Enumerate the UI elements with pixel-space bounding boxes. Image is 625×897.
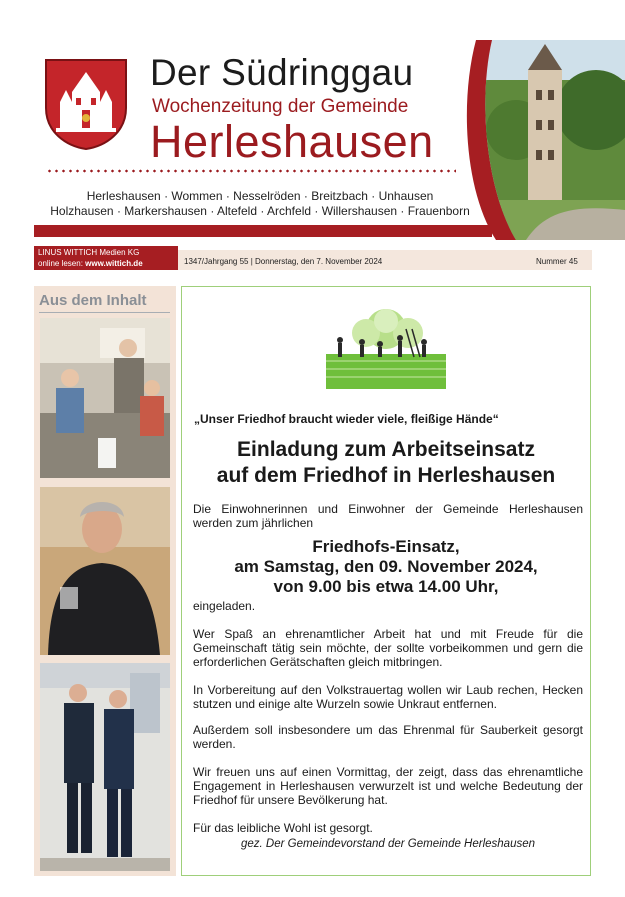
- article-quote: „Unser Friedhof braucht wieder viele, fleißige Hände“: [194, 412, 499, 426]
- contents-photo-kitchen[interactable]: [40, 318, 170, 478]
- online-url-link[interactable]: www.wittich.de: [85, 259, 143, 268]
- dotted-divider: [46, 169, 456, 173]
- event-details: Friedhofs-Einsatz, am Samstag, den 09. November 2024, von 9.00 bis etwa 14.00 Uhr,: [234, 537, 538, 596]
- article-headline: Einladung zum Arbeitseinsatz auf dem Friedhof in Herleshausen: [216, 438, 556, 487]
- header-red-bar: [34, 225, 492, 237]
- coat-of-arms-icon: [42, 58, 130, 150]
- article-paragraph-2: In Vorbereitung auf den Volkstrauertag wollen wir Laub rechen, Hecken stutzen und einige alte Wurzeln sowie Unkraut entfernen.: [193, 683, 583, 711]
- article-paragraph-3: Außerdem soll insbesondere um das Ehrenmal für Sauberkeit gesorgt werden.: [193, 723, 583, 751]
- publisher-box: [34, 246, 178, 270]
- article-paragraph-4: Wir freuen uns auf einen Vormittag, der zeigt, dass das ehrenamtliche Engagement in Herleshausen verwurzelt ist und welche Bedeutung der Friedhof für unsere Bevölkerung hat.: [193, 765, 583, 807]
- castle-photo: [456, 40, 625, 240]
- villages-line-2: Holzhausen · Markershausen · Altefeld · Archfeld · Willershausen · Frauenborn: [50, 204, 470, 218]
- municipality-name: Herleshausen: [150, 116, 434, 167]
- article-intro: Die Einwohnerinnen und Einwohner der Gemeinde Herleshausen werden zum jährlichen: [193, 502, 583, 530]
- villages-line-1: Herleshausen · Wommen · Nesselröden · Breitzbach · Unhausen: [86, 189, 434, 203]
- publisher-name: LINUS WITTICH Medien KG: [38, 248, 140, 257]
- contents-divider: [39, 312, 170, 313]
- newspaper-title: Der Südringgau: [150, 52, 414, 93]
- contents-heading: Aus dem Inhalt: [39, 292, 147, 309]
- issue-number: Nummer 45: [536, 257, 578, 266]
- online-read-line: online lesen: www.wittich.de: [38, 259, 143, 268]
- contents-photo-man[interactable]: [40, 487, 170, 655]
- article-paragraph-5: Für das leibliche Wohl ist gesorgt.: [193, 821, 373, 835]
- contents-photo-handshake[interactable]: [40, 663, 170, 871]
- article-signature: gez. Der Gemeindevorstand der Gemeinde Herleshausen: [240, 838, 536, 850]
- volunteer-gardening-icon: [326, 309, 446, 389]
- newspaper-subtitle: Wochenzeitung der Gemeinde: [152, 96, 409, 117]
- article-invited: eingeladen.: [193, 599, 256, 613]
- issue-date: 1347/Jahrgang 55 | Donnerstag, den 7. November 2024: [184, 257, 383, 266]
- article-paragraph-1: Wer Spaß an ehrenamtlicher Arbeit hat und mit Freude für die Gemeinschaft tätig sein möchte, der sollte vorbeikommen und gern die erforderlichen Gerätschaften gleich mitbringen.: [193, 627, 583, 669]
